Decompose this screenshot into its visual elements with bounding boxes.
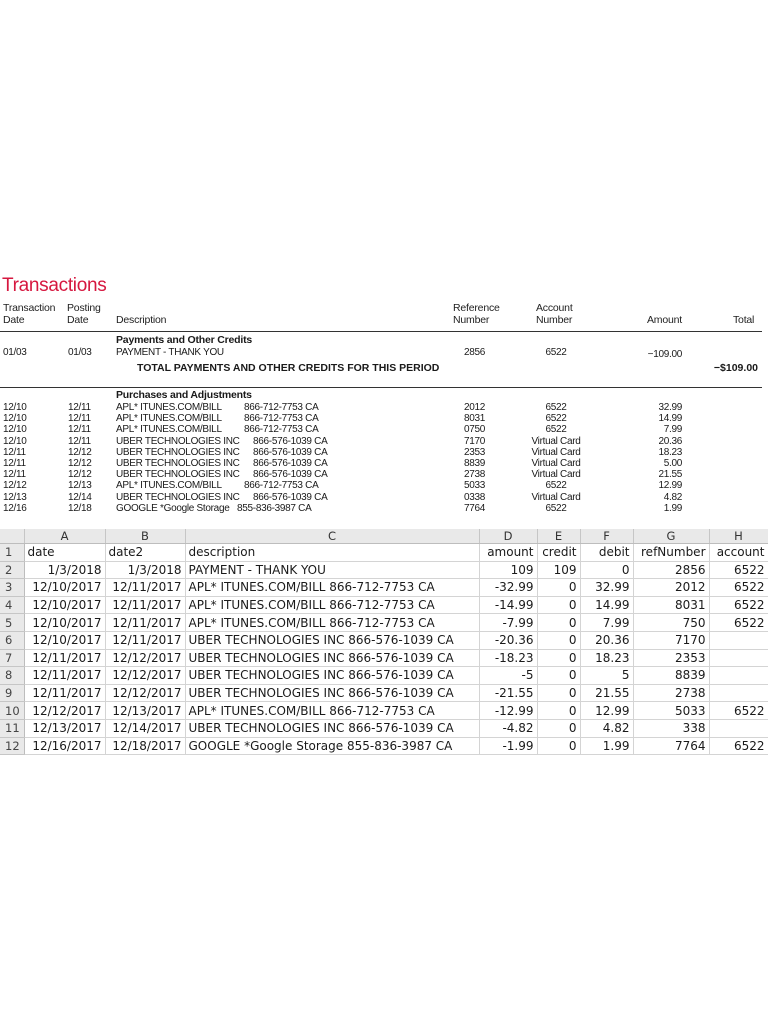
cell-description[interactable]: UBER TECHNOLOGIES INC 866-576-1039 CA [185, 649, 479, 667]
cell-description[interactable]: GOOGLE *Google Storage 855-836-3987 CA [185, 737, 479, 755]
column-header-d[interactable]: D [479, 529, 537, 544]
cell-credit[interactable]: 0 [537, 667, 580, 685]
cell-date2[interactable]: 12/13/2017 [105, 702, 185, 720]
cell-description[interactable]: APL* ITUNES.COM/BILL 866-712-7753 CA [185, 614, 479, 632]
table-row [0, 684, 768, 702]
spreadsheet [0, 529, 768, 755]
cell-amount[interactable]: -32.99 [479, 579, 537, 597]
table-row [0, 649, 768, 667]
cell-account[interactable]: 6522 [709, 579, 768, 597]
cell-header-debit[interactable]: debit [580, 544, 633, 562]
cell-date[interactable]: 12/10/2017 [24, 631, 105, 649]
table-row [0, 596, 768, 614]
row-header[interactable]: 12 [0, 737, 24, 755]
cell-date2[interactable]: 12/12/2017 [105, 684, 185, 702]
cell-debit[interactable]: 21.55 [580, 684, 633, 702]
cell-header-refnumber[interactable]: refNumber [633, 544, 709, 562]
cell-header-credit[interactable]: credit [537, 544, 580, 562]
cell-amount[interactable]: -1.99 [479, 737, 537, 755]
cell-amount[interactable]: -14.99 [479, 596, 537, 614]
cell-credit[interactable]: 0 [537, 596, 580, 614]
cell-date2[interactable]: 12/18/2017 [105, 737, 185, 755]
cell-amount[interactable]: -7.99 [479, 614, 537, 632]
cell-header-account[interactable]: account [709, 544, 768, 562]
cell-date2[interactable]: 12/11/2017 [105, 596, 185, 614]
cell-debit[interactable]: 1.99 [580, 737, 633, 755]
table-row [0, 719, 768, 737]
purchase-row: 12/10 12/11 APL* ITUNES.COM/BILL 8031 6522 14.99 866-712-7753 CA [3, 413, 682, 425]
cell-ref[interactable]: 750 [633, 614, 709, 632]
purchase-row: 12/10 12/11 UBER TECHNOLOGIES INC 7170 Virtual Card 20.36 866-576-1039 CA [3, 435, 682, 447]
header-total: Total [733, 314, 755, 326]
cell-debit[interactable]: 0 [580, 561, 633, 579]
purchase-row: 12/11 12/12 UBER TECHNOLOGIES INC 8839 Virtual Card 5.00 866-576-1039 CA [3, 458, 682, 469]
column-header-f[interactable]: F [580, 529, 633, 544]
cell-credit[interactable]: 0 [537, 579, 580, 597]
cell-date[interactable]: 12/13/2017 [24, 719, 105, 737]
header-reference-number: Reference Number [453, 302, 500, 326]
table-row [0, 561, 768, 579]
table-row [0, 579, 768, 597]
row-header[interactable]: 10 [0, 702, 24, 720]
payments-total-value: −$109.00 [713, 362, 758, 374]
payments-section-title: Payments and Other Credits [116, 334, 253, 346]
cell-account[interactable]: 6522 [709, 614, 768, 632]
cell-ref[interactable]: 8031 [633, 596, 709, 614]
cell-description[interactable]: APL* ITUNES.COM/BILL 866-712-7753 CA [185, 596, 479, 614]
cell-amount[interactable]: 109 [479, 561, 537, 579]
cell-debit[interactable]: 5 [580, 667, 633, 685]
cell-debit[interactable]: 14.99 [580, 596, 633, 614]
purchase-row: 12/12 12/13 APL* ITUNES.COM/BILL 5033 6522 12.99 866-712-7753 CA [3, 480, 682, 492]
cell-date[interactable]: 12/11/2017 [24, 667, 105, 685]
table-row [0, 667, 768, 685]
cell-debit[interactable]: 32.99 [580, 579, 633, 597]
cell-date2[interactable]: 12/11/2017 [105, 631, 185, 649]
cell-date[interactable]: 12/11/2017 [24, 684, 105, 702]
header-amount: Amount [647, 314, 682, 326]
cell-description[interactable]: APL* ITUNES.COM/BILL 866-712-7753 CA [185, 702, 479, 720]
cell-date2[interactable]: 1/3/2018 [105, 561, 185, 579]
purchase-row: 12/13 12/14 UBER TECHNOLOGIES INC 0338 Virtual Card 4.82 866-576-1039 CA [3, 491, 682, 503]
cell-date[interactable]: 12/10/2017 [24, 614, 105, 632]
select-all-corner[interactable] [0, 529, 24, 544]
column-header-e[interactable]: E [537, 529, 580, 544]
cell-description[interactable]: UBER TECHNOLOGIES INC 866-576-1039 CA [185, 719, 479, 737]
cell-credit[interactable]: 109 [537, 561, 580, 579]
cell-date2[interactable]: 12/12/2017 [105, 667, 185, 685]
cell-date[interactable]: 12/11/2017 [24, 649, 105, 667]
statement-title: Transactions [2, 275, 107, 296]
cell-description[interactable]: UBER TECHNOLOGIES INC 866-576-1039 CA [185, 631, 479, 649]
row-header[interactable]: 7 [0, 649, 24, 667]
cell-date2[interactable]: 12/11/2017 [105, 614, 185, 632]
cell-account[interactable] [709, 631, 768, 649]
cell-credit[interactable]: 0 [537, 614, 580, 632]
cell-ref[interactable]: 2353 [633, 649, 709, 667]
cell-debit[interactable]: 4.82 [580, 719, 633, 737]
column-header-b[interactable]: B [105, 529, 185, 544]
payments-total-label: TOTAL PAYMENTS AND OTHER CREDITS FOR THIS PERIOD [137, 362, 440, 374]
cell-description[interactable]: UBER TECHNOLOGIES INC 866-576-1039 CA [185, 684, 479, 702]
table-row [0, 737, 768, 755]
cell-ref[interactable]: 2738 [633, 684, 709, 702]
cell-debit[interactable]: 7.99 [580, 614, 633, 632]
payment-row: 01/03 01/03 PAYMENT - THANK YOU 2856 6522 −109.00 [3, 347, 682, 360]
cell-description[interactable]: PAYMENT - THANK YOU [185, 561, 479, 579]
row-header[interactable]: 3 [0, 579, 24, 597]
cell-credit[interactable]: 0 [537, 702, 580, 720]
row-header[interactable]: 1 [0, 544, 24, 562]
table-row [0, 614, 768, 632]
cell-date[interactable]: 12/10/2017 [24, 596, 105, 614]
cell-account[interactable] [709, 667, 768, 685]
cell-ref[interactable]: 5033 [633, 702, 709, 720]
cell-account[interactable] [709, 649, 768, 667]
table-row [0, 702, 768, 720]
row-header[interactable]: 8 [0, 667, 24, 685]
cell-date[interactable]: 12/10/2017 [24, 579, 105, 597]
cell-credit[interactable]: 0 [537, 719, 580, 737]
cell-header-description[interactable]: description [185, 544, 479, 562]
purchase-row: 12/10 12/11 APL* ITUNES.COM/BILL 0750 6522 7.99 866-712-7753 CA [3, 424, 682, 436]
header-description: Description [116, 314, 167, 326]
column-header-h[interactable]: H [709, 529, 768, 544]
header-data-row [0, 544, 768, 562]
spreadsheet-grid [0, 529, 768, 755]
cell-amount[interactable]: -21.55 [479, 684, 537, 702]
column-header-g[interactable]: G [633, 529, 709, 544]
cell-date2[interactable]: 12/11/2017 [105, 579, 185, 597]
column-header-c[interactable]: C [185, 529, 479, 544]
row-header[interactable]: 6 [0, 631, 24, 649]
purchase-row: 12/11 12/12 UBER TECHNOLOGIES INC 2738 Virtual Card 21.55 866-576-1039 CA [3, 469, 682, 481]
row-header[interactable]: 2 [0, 561, 24, 579]
section-rule [0, 387, 762, 388]
cell-account[interactable] [709, 684, 768, 702]
cell-ref[interactable]: 2012 [633, 579, 709, 597]
table-row [0, 631, 768, 649]
cell-ref[interactable]: 7764 [633, 737, 709, 755]
cell-debit[interactable]: 12.99 [580, 702, 633, 720]
purchase-row: 12/11 12/12 UBER TECHNOLOGIES INC 2353 Virtual Card 18.23 866-576-1039 CA [3, 446, 682, 458]
cell-amount[interactable]: -12.99 [479, 702, 537, 720]
statement-transactions [0, 270, 768, 528]
header-rule [0, 331, 762, 332]
purchase-row: 12/16 12/18 GOOGLE *Google Storage 7764 6522 1.99 855-836-3987 CA [3, 502, 682, 514]
purchases-section-title: Purchases and Adjustments [116, 389, 252, 401]
row-header[interactable]: 11 [0, 719, 24, 737]
cell-amount[interactable]: -4.82 [479, 719, 537, 737]
cell-debit[interactable]: 20.36 [580, 631, 633, 649]
cell-description[interactable]: APL* ITUNES.COM/BILL 866-712-7753 CA [185, 579, 479, 597]
cell-date[interactable]: 12/16/2017 [24, 737, 105, 755]
cell-amount[interactable]: -18.23 [479, 649, 537, 667]
cell-amount[interactable]: -20.36 [479, 631, 537, 649]
cell-credit[interactable]: 0 [537, 684, 580, 702]
cell-ref[interactable]: 2856 [633, 561, 709, 579]
cell-header-date[interactable]: date [24, 544, 105, 562]
cell-debit[interactable]: 18.23 [580, 649, 633, 667]
cell-credit[interactable]: 0 [537, 649, 580, 667]
header-transaction-date: Transaction Date [3, 302, 56, 326]
cell-date[interactable]: 1/3/2018 [24, 561, 105, 579]
cell-date[interactable]: 12/12/2017 [24, 702, 105, 720]
row-header[interactable]: 9 [0, 684, 24, 702]
row-header[interactable]: 4 [0, 596, 24, 614]
header-account-number: Account Number [536, 302, 573, 326]
cell-ref[interactable]: 8839 [633, 667, 709, 685]
cell-ref[interactable]: 338 [633, 719, 709, 737]
cell-date2[interactable]: 12/12/2017 [105, 649, 185, 667]
cell-account[interactable]: 6522 [709, 702, 768, 720]
cell-credit[interactable]: 0 [537, 737, 580, 755]
cell-account[interactable]: 6522 [709, 596, 768, 614]
cell-header-amount[interactable]: amount [479, 544, 537, 562]
purchase-row: 12/10 12/11 APL* ITUNES.COM/BILL 2012 6522 32.99 866-712-7753 CA [3, 402, 682, 413]
cell-amount[interactable]: -5 [479, 667, 537, 685]
cell-date2[interactable]: 12/14/2017 [105, 719, 185, 737]
row-header[interactable]: 5 [0, 614, 24, 632]
column-header-a[interactable]: A [24, 529, 105, 544]
header-posting-date: Posting Date [67, 302, 101, 326]
cell-ref[interactable]: 7170 [633, 631, 709, 649]
cell-account[interactable]: 6522 [709, 737, 768, 755]
cell-description[interactable]: UBER TECHNOLOGIES INC 866-576-1039 CA [185, 667, 479, 685]
cell-credit[interactable]: 0 [537, 631, 580, 649]
cell-account[interactable]: 6522 [709, 561, 768, 579]
cell-account[interactable] [709, 719, 768, 737]
cell-header-date2[interactable]: date2 [105, 544, 185, 562]
column-letter-row [0, 529, 768, 544]
